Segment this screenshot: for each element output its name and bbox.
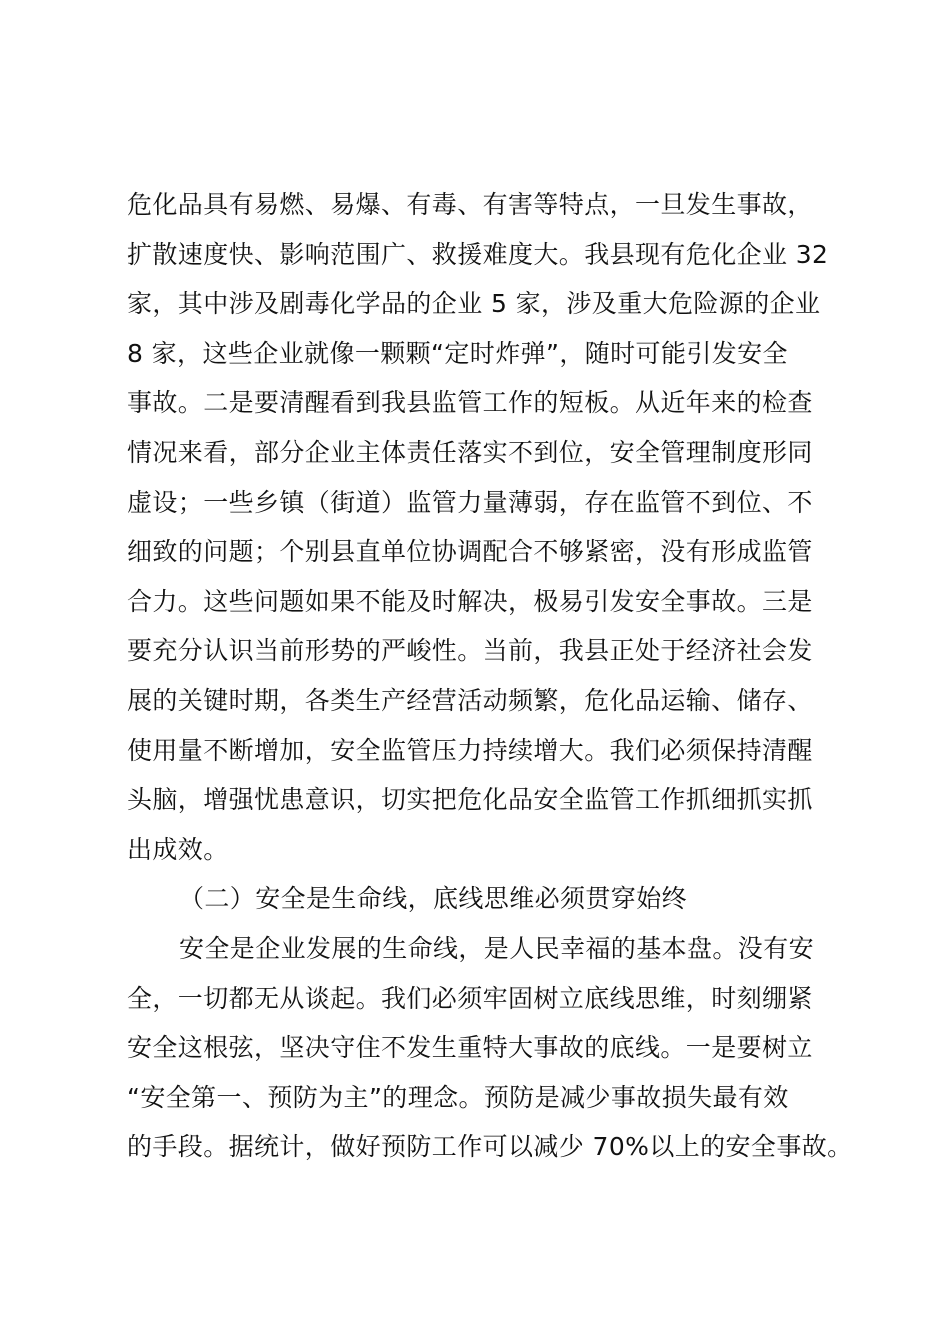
text-line: 展的关键时期，各类生产经营活动频繁，危化品运输、储存、 — [127, 685, 813, 715]
text-line: 情况来看，部分企业主体责任落实不到位，安全管理制度形同 — [127, 437, 813, 467]
text-line: 合力。这些问题如果不能及时解决，极易引发安全事故。三是 — [127, 586, 813, 616]
text-line: 出成效。 — [127, 834, 229, 864]
text-line: 危化品具有易燃、易爆、有毒、有害等特点，一旦发生事故， — [127, 190, 813, 219]
text-line: 要充分认识当前形势的严峻性。当前，我县正处于经济社会发 — [127, 636, 813, 666]
text-line: 安全是企业发展的生命线，是人民幸福的基本盘。没有安 — [179, 933, 815, 963]
text-line: 扩散速度快、影响范围广、救援难度大。我县现有危化企业 32 — [127, 239, 829, 269]
text-line: 头脑，增强忧患意识，切实把危化品安全监管工作抓细抓实抓 — [127, 785, 813, 815]
text-line: 安全这根弦，坚决守住不发生重特大事故的底线。一是要树立 — [127, 1033, 813, 1063]
text-line: 全，一切都无从谈起。我们必须牢固树立底线思维，时刻绷紧 — [127, 983, 813, 1013]
section-heading: （二）安全是生命线，底线思维必须贯穿始终 — [179, 884, 688, 914]
text-line: 事故。二是要清醒看到我县监管工作的短板。从近年来的检查 — [127, 388, 813, 418]
text-line: 家，其中涉及剧毒化学品的企业 5 家，涉及重大危险源的企业 — [127, 289, 821, 319]
text-line: 8 家，这些企业就像一颗颗“定时炸弹”，随时可能引发安全 — [127, 338, 788, 368]
text-line: 细致的问题；个别县直单位协调配合不够紧密，没有形成监管 — [127, 537, 813, 567]
text-line: “安全第一、预防为主”的理念。预防是减少事故损失最有效 — [127, 1082, 789, 1112]
body-text — [127, 180, 853, 1172]
text-line: 使用量不断增加，安全监管压力持续增大。我们必须保持清醒 — [127, 735, 813, 765]
text-line: 的手段。据统计，做好预防工作可以减少 70%以上的安全事故。 — [127, 1132, 853, 1162]
text-line: 虚设；一些乡镇（街道）监管力量薄弱，存在监管不到位、不 — [127, 487, 813, 517]
